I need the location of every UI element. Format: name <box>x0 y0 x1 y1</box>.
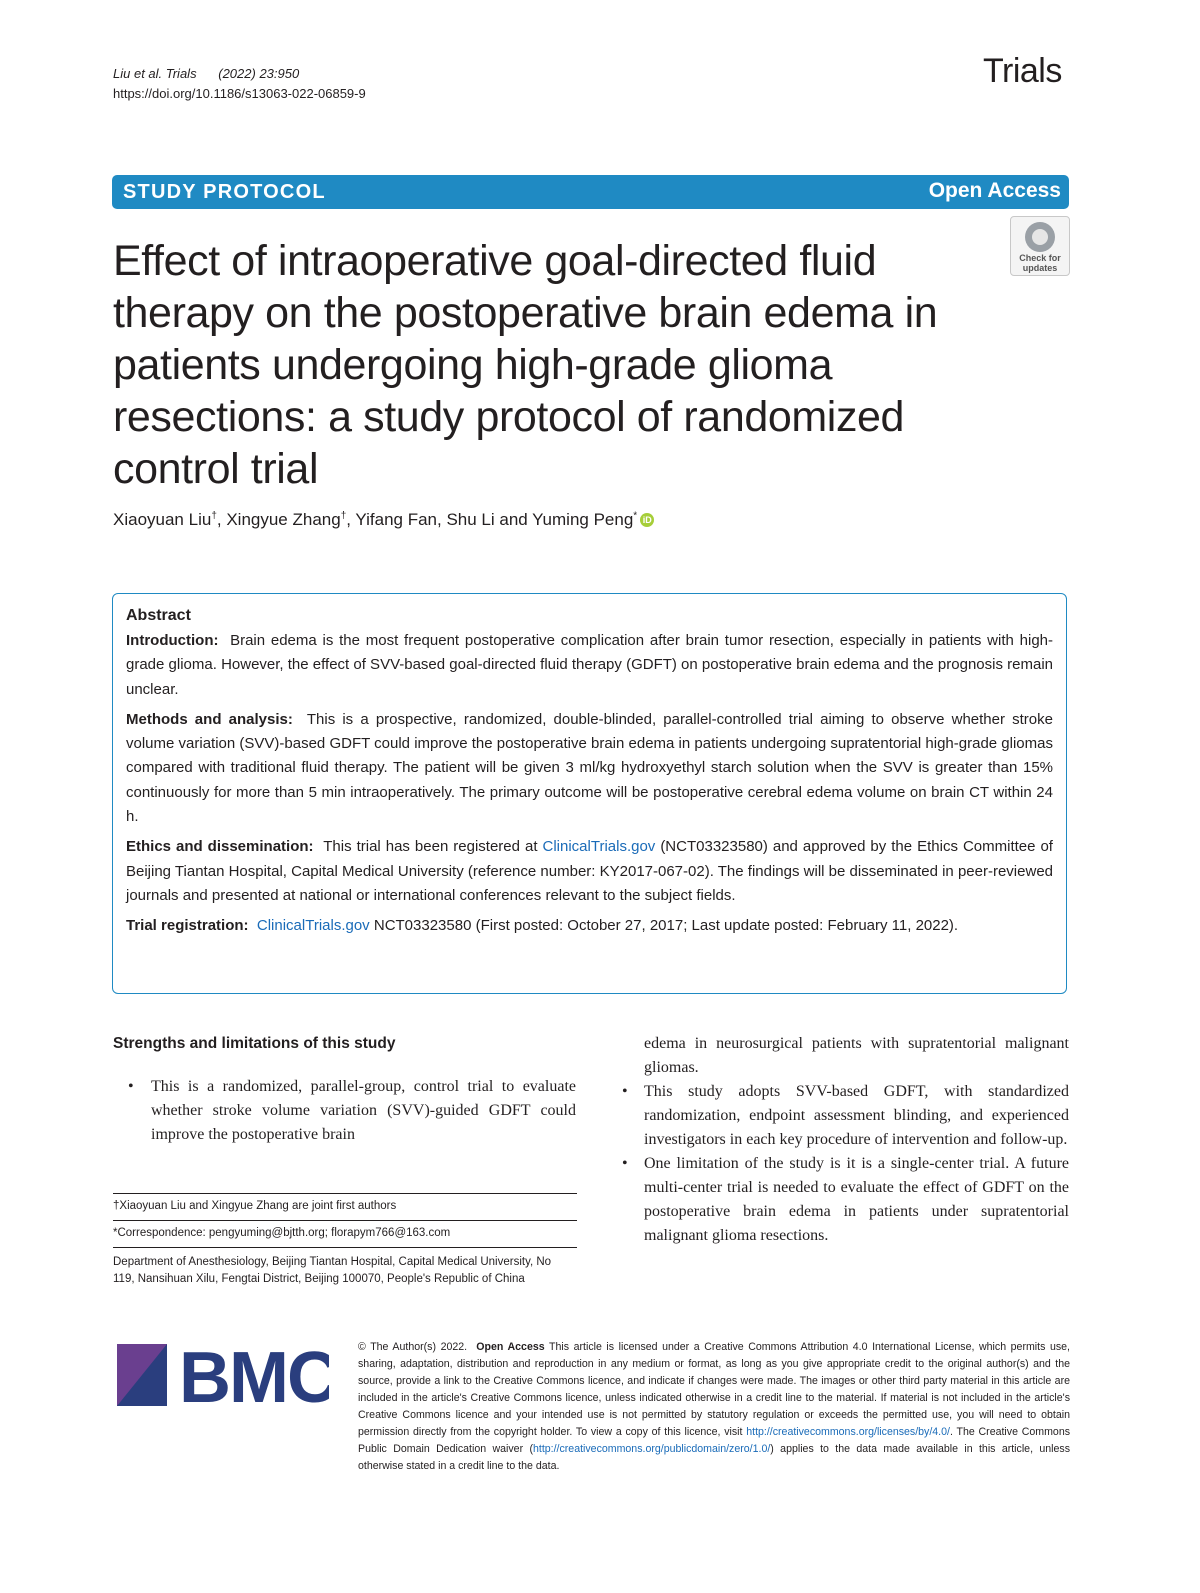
strengths-list-continued <box>620 1080 1069 1248</box>
journal-name: Trials <box>983 52 1062 90</box>
author-name: Xingyue Zhang <box>226 510 341 529</box>
bmc-logo-text: BMC <box>179 1340 329 1410</box>
citation-authors: Liu et al. Trials <box>113 66 197 81</box>
crossmark-icon <box>1025 222 1055 252</box>
abstract-trial-registration: Trial registration: ClinicalTrials.gov NCT03323580 (First posted: October 27, 2017; Last update posted: February 11, 2022). <box>126 917 959 935</box>
open-access-label: Open Access <box>928 179 1061 202</box>
running-header <box>113 64 366 104</box>
list-item: • This is a randomized, parallel-group, control trial to evaluate whether stroke volume variation (SVV)-guided GDFT could improve the postoperative brain <box>113 1075 576 1147</box>
license-open-access: Open Access <box>476 1341 545 1353</box>
author-list: Xiaoyuan Liu†, Xingyue Zhang†, Yifang Fan, Shu Li and Yuming Peng* iD <box>113 510 654 530</box>
bmc-logo-graphic <box>117 1340 329 1410</box>
citation-year: (2022) 23:950 <box>218 66 300 81</box>
article-title: Effect of intraoperative goal-directed fluid therapy on the postoperative brain edema in patients undergoing high-grade glioma resections: a study protocol of randomized control trial <box>113 237 938 493</box>
section-label: Methods and analysis: <box>126 710 293 728</box>
article-type-banner <box>112 175 1069 209</box>
section-label: Introduction: <box>126 632 219 649</box>
footnote-correspondence: *Correspondence: pengyuming@bjtth.org; florapym766@163.com <box>113 1227 451 1239</box>
abstract-box <box>112 593 1067 994</box>
footnote-affiliation: Department of Anesthesiology, Beijing Tiantan Hospital, Capital Medical University, No 119, Nansihuan Xilu, Fengtai District, Beijing 100070, People's Republic of China <box>113 1256 552 1285</box>
left-column <box>113 1032 576 1147</box>
section-label: Trial registration: <box>126 917 249 935</box>
author-names-rest: Yifang Fan, Shu Li and Yuming Peng <box>355 510 634 529</box>
bmc-logo <box>117 1340 329 1410</box>
section-label: Ethics and dissemination: <box>126 838 314 856</box>
dagger-mark: † <box>340 510 347 522</box>
cc-by-link[interactable]: http://creativecommons.org/licenses/by/4.0/ <box>746 1426 950 1438</box>
license-statement: © The Author(s) 2022. Open Access This article is licensed under a Creative Commons Attribution 4.0 International License, which permits use, sharing, adaptation, distribution and reproduction in any medium or format, as long as you give appropriate credit to the original author(s) and the source, provide a link to the Creative Commons licence, and indicate if changes were made. The images or other third party material in this article are included in the article's Creative Commons licence, unless indicated otherwise in a credit line to the material. If material is not included in the article's Creative Commons licence and your intended use is not permitted by statutory regulation or exceeds the permitted use, you will need to obtain permission directly from the copyright holder. To view a copy of this licence, visit http://creativecommons.org/licenses/by/4.0/. The Creative Commons Public Domain Dedication waiver (http://creativecommons.org/publicdomain/zero/1.0/) applies to the data made available in this article, unless otherwise stated in a credit line to the data. <box>358 1341 1071 1472</box>
footnote-divider <box>113 1193 577 1194</box>
strengths-list <box>113 1075 576 1147</box>
article-type: STUDY PROTOCOL <box>123 181 326 203</box>
check-for-updates-badge[interactable] <box>1010 216 1070 276</box>
clinicaltrials-link[interactable]: ClinicalTrials.gov <box>256 917 370 935</box>
right-column <box>620 1032 1069 1248</box>
crossmark-label-line1: Check for <box>1019 253 1061 263</box>
abstract-ethics: Ethics and dissemination: This trial has been registered at ClinicalTrials.gov (NCT03323580) and approved by the Ethics Committee of Beijing Tiantan Hospital, Capital Medical University (reference number: KY2017-067-02). The findings will be disseminated in peer-reviewed journals and presented at national or international conferences relevant to the subject fields. <box>126 838 1053 904</box>
strengths-heading: Strengths and limitations of this study <box>113 1035 396 1052</box>
footnote-divider <box>113 1247 577 1248</box>
cc-zero-link[interactable]: http://creativecommons.org/publicdomain/zero/1.0/ <box>532 1443 771 1455</box>
crossmark-label-line2: updates <box>1022 263 1058 273</box>
dagger-mark: † <box>211 510 217 522</box>
abstract-heading: Abstract <box>126 607 191 624</box>
footnote-divider <box>113 1220 577 1221</box>
doi-link[interactable]: https://doi.org/10.1186/s13063-022-06859-9 <box>113 86 366 101</box>
orcid-icon[interactable]: iD <box>640 513 654 527</box>
author-name: Xiaoyuan Liu <box>113 510 212 529</box>
list-item-continuation: edema in neurosurgical patients with supratentorial malignant gliomas. <box>644 1035 1069 1076</box>
list-item: • This study adopts SVV-based GDFT, with standardized randomization, endpoint assessment blinding, and experienced investigators in each key procedure of intervention and follow-up. <box>620 1080 1069 1152</box>
clinicaltrials-link[interactable]: ClinicalTrials.gov <box>542 838 656 856</box>
list-item: • One limitation of the study is it is a single-center trial. A future multi-center trial is needed to evaluate the effect of GDFT on the postoperative brain edema in patients under supratentorial malignant glioma resections. <box>620 1152 1069 1248</box>
corresponding-mark: * <box>633 510 638 522</box>
abstract-introduction: Introduction: Brain edema is the most frequent postoperative complication after brain tumor resection, especially in patients with high-grade glioma. However, the effect of SVV-based goal-directed fluid therapy (GDFT) on postoperative brain edema and the prognosis remain unclear. <box>126 632 1053 698</box>
footnote-joint-authors: †Xiaoyuan Liu and Xingyue Zhang are joint first authors <box>113 1200 397 1212</box>
abstract-methods: Methods and analysis: This is a prospective, randomized, double-blinded, parallel-controlled trial aiming to observe whether stroke volume variation (SVV)-based GDFT could improve the postoperative brain edema in patients undergoing supratentorial high-grade gliomas compared with traditional fluid therapy. The patient will be given 3 ml/kg hydroxyethyl starch solution when the SVV is greater than 15% continuously for more than 5 min intraoperatively. The primary outcome will be postoperative cerebral edema volume on brain CT within 24 h. <box>126 710 1053 826</box>
